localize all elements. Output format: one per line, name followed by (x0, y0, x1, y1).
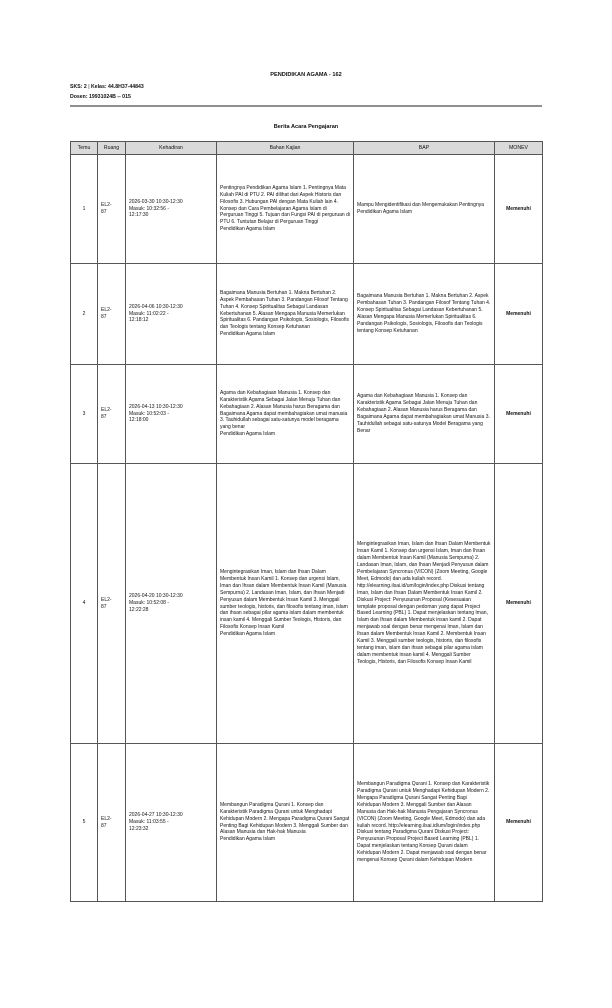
cell-temu: 2 (71, 264, 98, 365)
cell-bap: Membangun Paradigma Qurani 1. Konsep dan Karakteristik Paradigma Qurani untuk Menghadapi Kehidupan Modern 2. Mengapa Paradigma Qurani Sangat Penting Bagi Kehidupan Modern 3. Menggali Sumber dan Alasan Manusia dan Hak-hak Manusia Pengajaran Syncronus (VICON) (Zoom Meeting, Google Meet, Edmodo) dan ada kuliah record. http://elearning.ilsai.id/um/login/index.php Diskusi tentang Paradigma Qurani Diskusi Project: Penyusunan Proposal Project Based Learning (PBL) 1. Dapat menjelaskan tentang Konsep Qurani dalam Kehidupan Modern 2. Dapat menjawab soal dengan benar mengenai Konsep Qurani dalam Kehidupan Modern (354, 744, 495, 902)
kelas-label: Kelas: 44.8H37-44843 (90, 84, 144, 90)
table-row (71, 264, 543, 365)
col-header-ruang: Ruang (98, 142, 126, 155)
cell-bahan-kajian: Bagaimana Manusia Bertuhan 1. Makna Bertuhan 2. Aspek Pembahasan Tuhan 3. Pandangan Filosof Tentang Tuhan 4. Konsep Spiritualitas Sebagai Landasan Kebertuhanan 5. Alasan Mengapa Manusia Memerlukan Spiritualitas 6. Pandangan Psikologis, Sosiologis, Filosofis dan Teologis tentang Konsep Ketuhanan Pendidikan Agama Islam (217, 264, 354, 365)
cell-monev: Memenuhi (495, 464, 543, 744)
table-row (71, 744, 543, 902)
cell-kehadiran: 2026-04-06 10:30-12:30 Masuk: 11:02:22 - 12:18:12 (126, 264, 217, 365)
cell-temu: 1 (71, 155, 98, 264)
cell-ruang: EL2- 87 (98, 264, 126, 365)
table-row (71, 365, 543, 464)
cell-bap: Bagaimana Manusia Bertuhan 1. Makna Bertuhan 2. Aspek Pembahasan Tuhan 3. Pandangan Filosof Tentang Tuhan 4. Konsep Spiritualitas Sebagai Landasan Kebertuhanan 5. Alasan Mengapa Manusia Memerlukan Spiritualitas 6. Pandangan Psikologis, Sosiologis, Filosofis dan Teologis tentang Konsep Ketuhanan (354, 264, 495, 365)
table-row (71, 464, 543, 744)
cell-ruang: EL2- 87 (98, 155, 126, 264)
section-title: Berita Acara Pengajaran (273, 124, 339, 130)
class-info: SKS: 2 | Kelas: 44.8H37-44843 (70, 84, 144, 90)
cell-monev: Memenuhi (495, 155, 543, 264)
cell-ruang: EL2- 87 (98, 365, 126, 464)
cell-temu: 5 (71, 744, 98, 902)
bap-table (70, 141, 543, 902)
col-header-monev: MONEV (495, 142, 543, 155)
cell-bap: Mengintegrasikan Iman, Islam dan Ihsan Dalam Membentuk Insan Kamil 1. Konsep dan urgensi Islam, Iman dan Ihsan dalam Membentuk Insan Kamil (Manusia Sempurna) 2. Landasan Iman, Islam, dan Ihsan Menjadi Penyusun dalam Pembelajaran Syncronus (VICON) (Zoom Meeting, Google Meet, Edmodo) dan ada kuliah record. http://elearning.ilsai.id/um/login/index.php Diskusi tentang Iman, Islam dan Ihsan Dalam Membentuk Insan Kamil 2. Diskusi Project: Penyusunan Proposal (Kesesuaian template proposal dengan pedoman yang dapat Project Based Learning (PBL) 1. Dapat menjelaskan tentang Iman, Islam dan Ihsan dalam Membentuk insan kamil 2. Dapat menjawab soal dengan benar mengenai Iman, Islam dan Ihsan dalam Membentuk Insan Kamil 2. Membentuk Insan Kamil 3. Menggali sumber teologis, historis, dan filosofis tentang iman, islam dan ihsan sebagai pilar agama islam dalam membentuk insan kamil 4. Menggali Sumber Teologis, Historis, dan Filosofis Konsep Insan Kamil (354, 464, 495, 744)
cell-ruang: EL2- 87 (98, 464, 126, 744)
cell-kehadiran: 2026-04-20 10:30-12:30 Masuk: 10:52:08 - 12:22:28 (126, 464, 217, 744)
cell-temu: 3 (71, 365, 98, 464)
course-title: PENDIDIKAN AGAMA - 162 (270, 72, 342, 78)
cell-bap: Agama dan Kebahagiaan Manusia 1. Konsep dan Karakteristik Agama Sebagai Jalan Menuju Tuhan dan Kebahagiaan 2. Alasan Manusia harus Beragama dan Bagaimana Agama dapat membahagiakan umat Manusia 3. Tauhidullah sebagai satu-satunya Model Beragama yang Benar (354, 365, 495, 464)
sks-label: SKS: 2 (70, 84, 87, 90)
cell-kehadiran: 2026-04-13 10:30-12:30 Masuk: 10:52:03 - 12:18:00 (126, 365, 217, 464)
col-header-temu: Temu (71, 142, 98, 155)
cell-bap: Mampu Mengidentifikasi dan Mengemukakan Pentingnya Pendidikan Agama Islam (354, 155, 495, 264)
cell-ruang: EL2- 87 (98, 744, 126, 902)
dosen-label: Dosen: 19931024B -- 015 (70, 94, 131, 100)
col-header-kehadiran: Kehadiran (126, 142, 217, 155)
cell-monev: Memenuhi (495, 264, 543, 365)
cell-bahan-kajian: Membangun Paradigma Qurani 1. Konsep dan Karakteristik Paradigma Qurani untuk Menghadapi Kehidupan Modern 2. Mengapa Paradigma Qurani Sangat Penting Bagi Kehidupan Modern 3. Menggali Sumber dan Alasan Manusia dan Hak-hak Manusia Pendidikan Agama Islam (217, 744, 354, 902)
header-divider (70, 105, 542, 107)
col-header-bap: BAP (354, 142, 495, 155)
dosen-info (70, 94, 131, 100)
cell-bahan-kajian: Pentingnya Pendidikan Agama Islam 1. Pentingnya Mata Kuliah PAI di PTU 2. PAI dilihat dari Aspek Historis dan Filosofis 3. Hubungan PAI dengan Mata Kuliah lain 4. Konsep dan Cara Pembelajaran Agama Islam di Perguruan Tinggi 5. Tujuan dan Fungsi PAI di perguruan di PTU 6. Tuntutan Belajar di Perguruan Tinggi Pendidikan Agama Islam (217, 155, 354, 264)
col-header-bahan-kajian: Bahan Kajian (217, 142, 354, 155)
cell-bahan-kajian: Mengintegrasikan Iman, Islam dan Ihsan Dalam Membentuk Insan Kamil 1. Konsep dan urgensi Islam, Iman dan Ihsan dalam Membentuk Insan Kamil (Manusia Sempurna) 2. Landasan Iman, Islam, dan Ihsan Menjadi Penyusun dalam Membentuk Insan Kamil 3. Menggali sumber teologis, historis, dan filosofis tentang iman, islam dan ihsan sebagai pilar agama islam dalam membentuk insan kamil 4. Menggali Sumber Teologis, Historis, dan Filosofis Konsep Insan Kamil Pendidikan Agama Islam (217, 464, 354, 744)
cell-kehadiran: 2026-04-27 10:30-12:30 Masuk: 11:03:55 - 12:23:32 (126, 744, 217, 902)
table-header-row (71, 142, 543, 155)
cell-temu: 4 (71, 464, 98, 744)
cell-kehadiran: 2026-03-30 10:30-12:30 Masuk: 10:32:56 - 12:17:30 (126, 155, 217, 264)
cell-monev: Memenuhi (495, 744, 543, 902)
cell-monev: Memenuhi (495, 365, 543, 464)
cell-bahan-kajian: Agama dan Kebahagiaan Manusia 1. Konsep dan Karakteristik Agama Sebagai Jalan Menuju Tuhan dan Kebahagiaan 2. Alasan Manusia harus Beragama dan Bagaimana Agama dapat membahagiakan umat manusia 3. Tauhidullah sebagai satu-satunya model beragama yang benar Pendidikan Agama Islam (217, 365, 354, 464)
table-row (71, 155, 543, 264)
